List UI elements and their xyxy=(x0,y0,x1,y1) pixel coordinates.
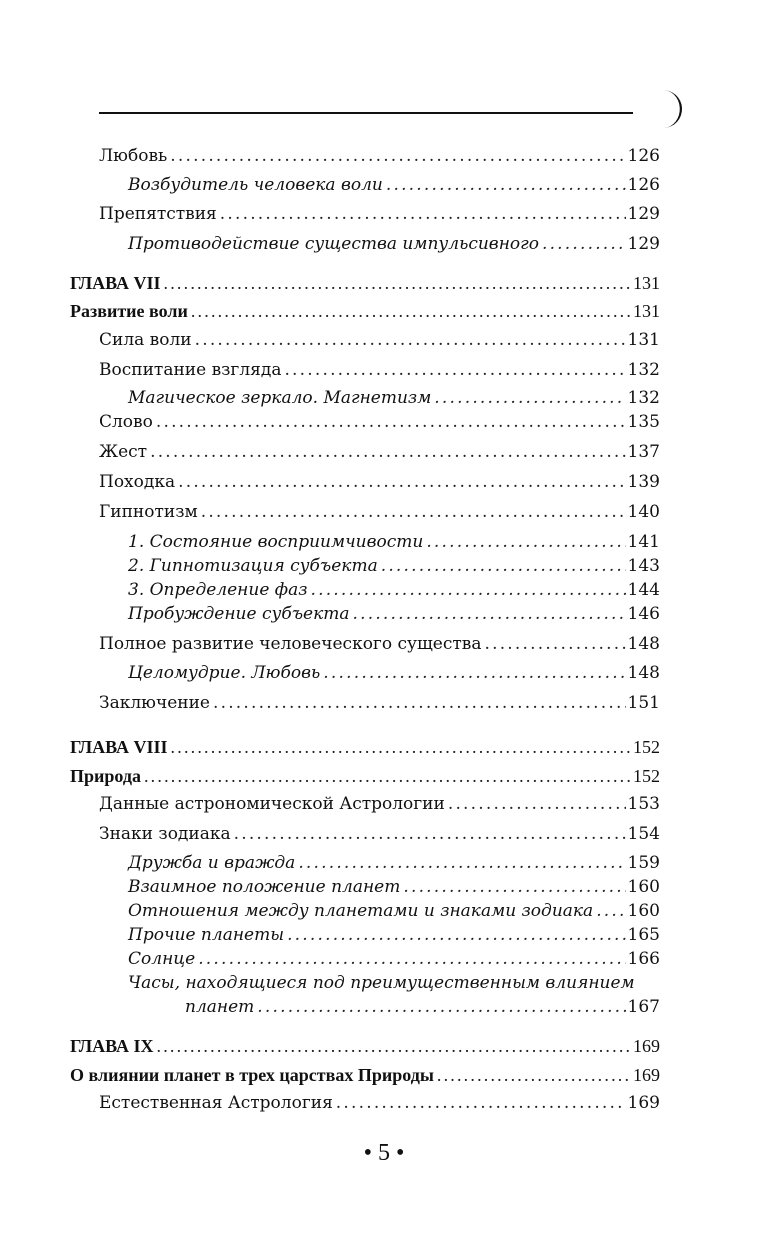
toc-entry: Возбудитель человека воли ..... 126 xyxy=(128,177,660,194)
toc-entry: 1. Состояние восприимчивости ..... 141 xyxy=(128,534,660,551)
toc-entry: Данные астрономической Астрологии ..... 153 xyxy=(99,796,660,813)
toc-entry: Прочие планеты ..... 165 xyxy=(128,927,660,944)
toc-entry: Пробуждение субъекта ..... 146 xyxy=(128,606,660,623)
toc-entry: Заключение ..... 151 xyxy=(99,695,660,712)
toc-entry: Противодействие существа импульсивного ..... 129 xyxy=(128,236,660,253)
toc-entry: Отношения между планетами и знаками зодиака ..... 160 xyxy=(128,903,660,920)
toc-section: Развитие воли ..... 131 xyxy=(70,302,660,320)
crescent-moon-icon xyxy=(648,86,694,132)
toc-entry: Походка ..... 139 xyxy=(99,474,660,491)
toc-entry: Солнце ..... 166 xyxy=(128,951,660,968)
toc-entry: Взаимное положение планет ..... 160 xyxy=(128,879,660,896)
toc-entry: Полное развитие человеческого существа ..... 148 xyxy=(99,636,660,653)
toc-entry: Целомудрие. Любовь ..... 148 xyxy=(128,665,660,682)
toc-chapter: ГЛАВА VIII ..... 152 xyxy=(70,738,660,756)
toc-entry: 3. Определение фаз ..... 144 xyxy=(128,582,660,599)
toc-entry: Воспитание взгляда ..... 132 xyxy=(99,362,660,379)
toc-entry: Естественная Астрология ..... 169 xyxy=(99,1095,660,1112)
toc-entry: Сила воли ..... 131 xyxy=(99,332,660,349)
toc-entry: Гипнотизм ..... 140 xyxy=(99,504,660,521)
toc-section: О влиянии планет в трех царствах Природы ..... 169 xyxy=(70,1066,660,1084)
toc-entry: Дружба и вражда ..... 159 xyxy=(128,855,660,872)
toc-entry: Магическое зеркало. Магнетизм ..... 132 xyxy=(128,390,660,407)
toc-entry: Любовь ..... 126 xyxy=(99,148,660,165)
toc-entry: Слово ..... 135 xyxy=(99,414,660,431)
page-number: • 5 • xyxy=(363,1140,405,1166)
toc-chapter: ГЛАВА IX ..... 169 xyxy=(70,1037,660,1055)
header-rule xyxy=(99,112,633,114)
toc-entry: планет ..... 167 xyxy=(185,999,660,1016)
toc-section: Природа ..... 152 xyxy=(70,767,660,785)
toc-entry: Жест ..... 137 xyxy=(99,444,660,461)
toc-chapter: ГЛАВА VII ..... 131 xyxy=(70,274,660,292)
toc-entry: Препятствия ..... 129 xyxy=(99,206,660,223)
toc-entry: Знаки зодиака ..... 154 xyxy=(99,826,660,843)
toc-entry: 2. Гипнотизация субъекта ..... 143 xyxy=(128,558,660,575)
toc-entry-first-line: Часы, находящиеся под преимущественным влиянием xyxy=(128,973,635,993)
